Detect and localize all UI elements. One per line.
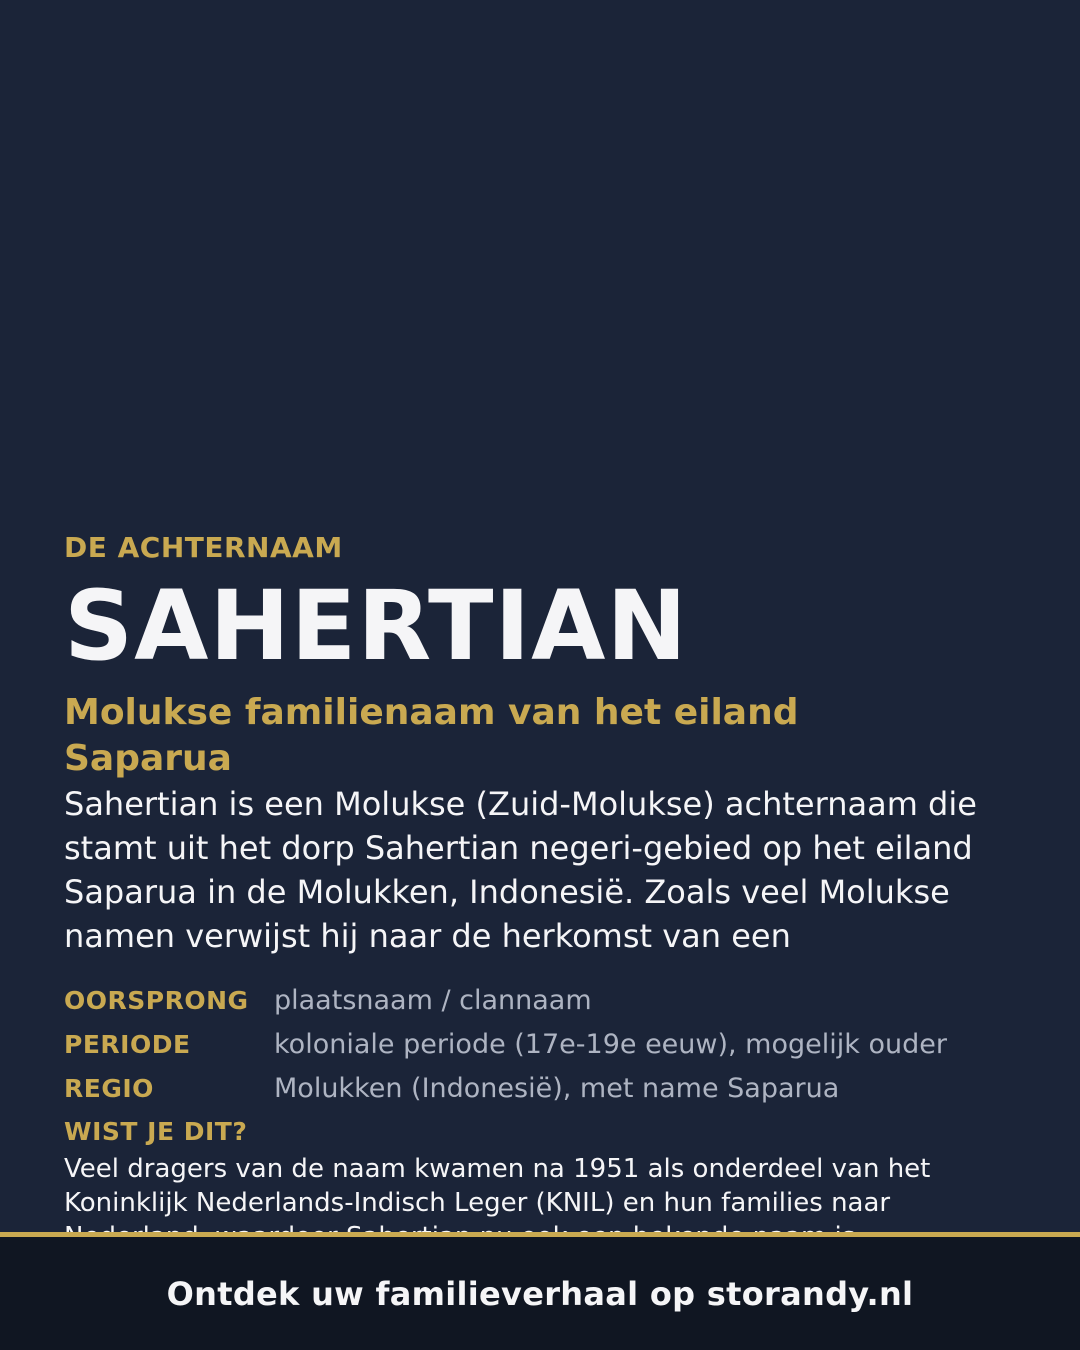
fact-label: REGIO — [64, 1073, 154, 1103]
did-you-know-label: WIST JE DIT? — [64, 1117, 248, 1146]
card-content — [64, 528, 1024, 1248]
fact-row-period — [64, 1022, 1024, 1066]
fact-value: koloniale periode (17e-19e eeuw), mogelijk ouder — [274, 1028, 947, 1060]
fact-row-origin — [64, 978, 1024, 1022]
facts-list — [64, 978, 1024, 1110]
did-you-know-text: Veel dragers van de naam kwamen na 1951 als onderdeel van het Koninklijk Nederlands-Indisch Leger (KNIL) en hun families naar — [64, 1154, 931, 1218]
eyebrow-label: DE ACHTERNAAM — [64, 531, 343, 564]
footer-cta[interactable]: Ontdek uw familieverhaal op storandy.nl — [166, 1274, 914, 1313]
surname-subtitle: Molukse familienaam van het eiland Saparua — [64, 692, 799, 779]
fact-row-region — [64, 1066, 1024, 1110]
intro-paragraph: Sahertian is een Molukse (Zuid-Molukse) achternaam die stamt uit het dorp Sahertian negeri-gebied op het eiland Saparua in de Molukken, Indonesië. Zoals veel Molukse namen verwijst hij naar de herkomst van een — [64, 785, 977, 955]
fact-value: Molukken (Indonesië), met name Saparua — [274, 1072, 840, 1104]
fact-label: OORSPRONG — [64, 985, 249, 1015]
fact-label: PERIODE — [64, 1029, 191, 1059]
footer-banner — [0, 1232, 1080, 1350]
fact-value: plaatsnaam / clannaam — [274, 984, 592, 1016]
surname-title: SAHERTIAN — [64, 570, 688, 682]
